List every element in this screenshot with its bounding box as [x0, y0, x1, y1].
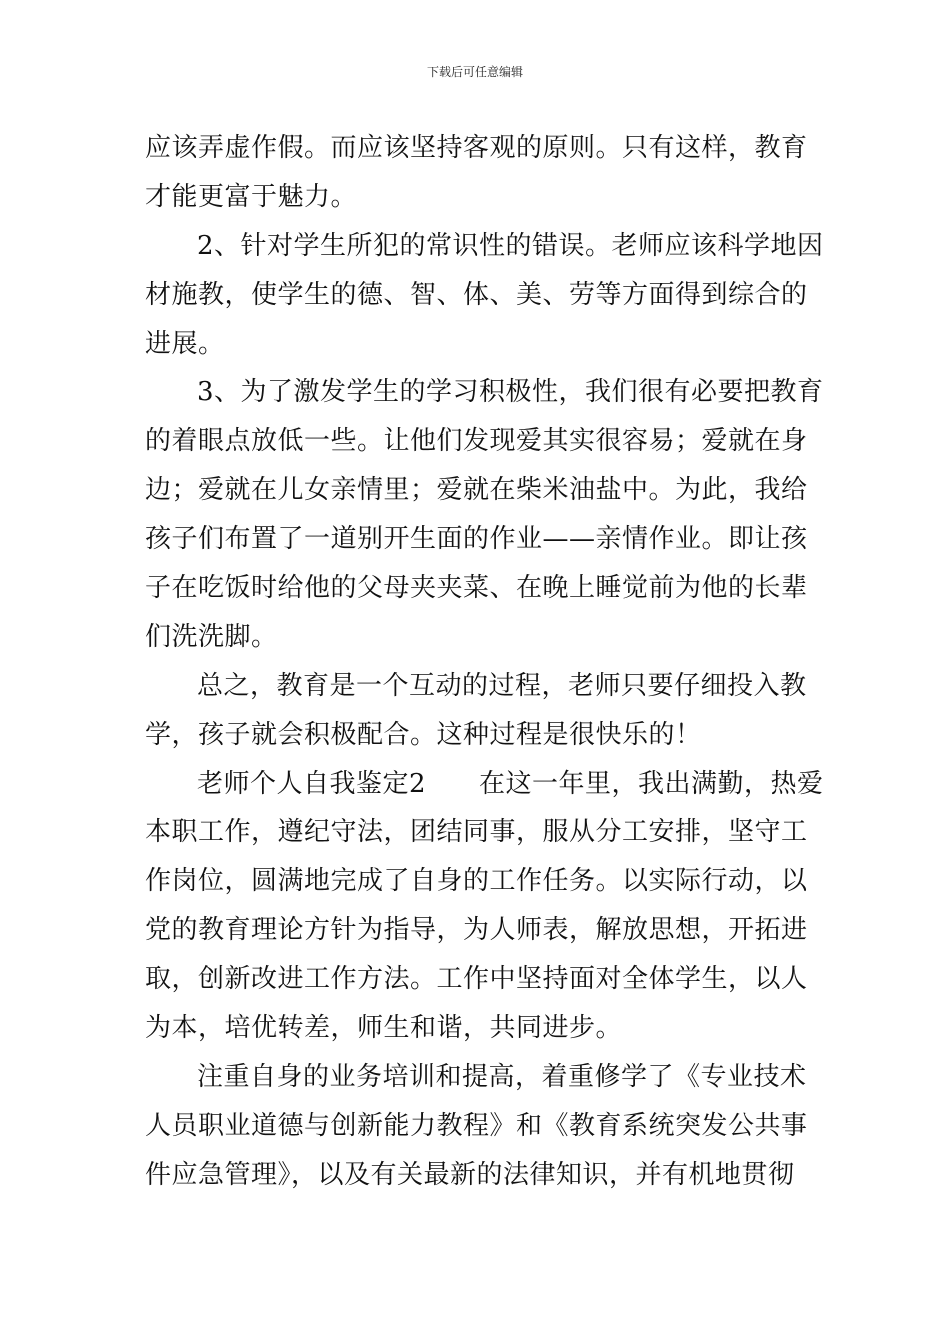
page-header: 下载后可任意编辑	[426, 65, 523, 79]
text-line: 为本，培优转差，师生和谐，共同进步。	[145, 1013, 623, 1044]
text-line: 学，孩子就会积极配合。这种过程是很快乐的！	[145, 719, 702, 750]
text-line: 取，创新改进工作方法。工作中坚持面对全体学生，以人	[145, 964, 808, 995]
text-line: 人员职业道德与创新能力教程》和《教育系统突发公共事	[145, 1110, 808, 1141]
document-body	[145, 124, 824, 1200]
text-line: 才能更富于魅力。	[145, 181, 358, 212]
text-line: 的着眼点放低一些。让他们发现爱其实很容易；爱就在身	[145, 426, 808, 457]
text-line: 材施教，使学生的德、智、体、美、劳等方面得到综合的	[145, 279, 808, 310]
text-line: 老师个人自我鉴定2 在这一年里，我出满勤，热爱	[197, 768, 824, 799]
text-line: 本职工作，遵纪守法，团结同事，服从分工安排，坚守工	[145, 817, 808, 848]
text-line: 总之，教育是一个互动的过程，老师只要仔细投入教	[197, 670, 807, 701]
text-line: 们洗洗脚。	[145, 621, 278, 652]
text-line: 党的教育理论方针为指导，为人师表，解放思想，开拓进	[145, 915, 808, 946]
text-line: 进展。	[145, 328, 225, 359]
text-line: 孩子们布置了一道别开生面的作业——亲情作业。即让孩	[145, 524, 808, 555]
text-line: 2、针对学生所犯的常识性的错误。老师应该科学地因	[197, 230, 824, 261]
text-line: 注重自身的业务培训和提高，着重修学了《专业技术	[197, 1061, 807, 1092]
text-line: 应该弄虚作假。而应该坚持客观的原则。只有这样，教育	[145, 133, 808, 163]
text-line: 边；爱就在儿女亲情里；爱就在柴米油盐中。为此，我给	[145, 475, 808, 506]
text-line: 件应急管理》，以及有关最新的法律知识，并有机地贯彻	[145, 1159, 795, 1190]
text-line: 3、为了激发学生的学习积极性，我们很有必要把教育	[197, 377, 824, 408]
text-line: 作岗位，圆满地完成了自身的工作任务。以实际行动，以	[145, 866, 808, 897]
text-line: 子在吃饭时给他的父母夹夹菜、在晚上睡觉前为他的长辈	[145, 573, 808, 604]
